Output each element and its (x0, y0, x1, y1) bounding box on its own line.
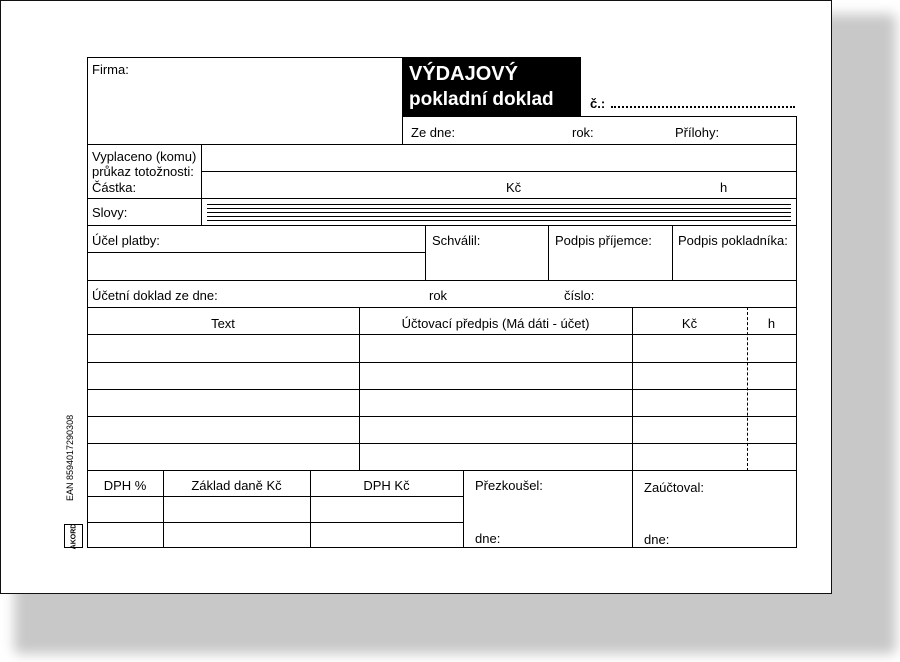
vat-header-bottom (87, 496, 464, 497)
vat-row-line (87, 522, 464, 523)
slovy-line[interactable] (207, 216, 791, 217)
ucel-label: Účel platby: (92, 233, 160, 248)
accounting-rok-label: rok (429, 288, 448, 303)
title-block (403, 57, 581, 116)
slovy-line[interactable] (207, 204, 791, 205)
doklad-label: Účetní doklad ze dne: (92, 288, 218, 303)
table-header-bottom (87, 334, 797, 335)
payment-section-top (87, 144, 797, 145)
vat-col-divider (632, 470, 633, 548)
podpis-pokladnika-label: Podpis pokladníka: (678, 233, 788, 248)
castka-label: Částka: (92, 180, 137, 195)
slovy-line[interactable] (207, 208, 791, 209)
pokladnik-divider (672, 225, 673, 281)
h-label: h (720, 180, 728, 195)
ze-dne-row-right (796, 116, 797, 144)
payment-section-right (796, 144, 797, 226)
vat-bottom (87, 547, 797, 548)
table-row-line (87, 389, 797, 390)
ean-code: EAN 8594017290308 (65, 414, 75, 501)
signatures-bottom (87, 280, 797, 281)
schvalil-label: Schválil: (432, 233, 481, 248)
dne1-label: dne: (475, 531, 501, 546)
akord-logo (64, 524, 83, 548)
slovy-label: Slovy: (92, 205, 128, 220)
signatures-right (796, 225, 797, 281)
accounting-left (87, 280, 88, 308)
prilohy-label: Přílohy: (675, 125, 720, 140)
col-text-header: Text (211, 316, 235, 331)
ze-dne-label: Ze dne: (411, 125, 456, 140)
zauctoval-label: Zaúčtoval: (644, 480, 704, 495)
number-label: č.: (590, 96, 606, 111)
vyplaceno-row-bottom (201, 171, 797, 172)
table-row-line (87, 416, 797, 417)
prijemce-divider (548, 225, 549, 281)
signatures-left (87, 225, 88, 281)
kc-label: Kč (506, 180, 522, 195)
payment-section-bottom (87, 225, 797, 226)
castka-row-bottom (87, 198, 797, 199)
cislo-label: číslo: (564, 288, 595, 303)
title-line1: VÝDAJOVÝ (409, 63, 518, 85)
podpis-prijemce-label: Podpis příjemce: (555, 233, 652, 248)
vyplaceno-label: Vyplaceno (komu) (92, 149, 197, 164)
number-dotted-line[interactable] (611, 106, 795, 108)
title-line2: pokladní doklad (409, 89, 554, 110)
zaklad-dane-header: Základ daně Kč (191, 478, 282, 493)
rok-label: rok: (572, 125, 594, 140)
dph-percent-header: DPH % (103, 478, 147, 493)
prezkousel-label: Přezkoušel: (475, 478, 543, 493)
firma-box-left (87, 57, 88, 144)
accounting-bottom (87, 307, 797, 308)
col-kc-header: Kč (681, 316, 698, 331)
dne2-label: dne: (644, 532, 670, 547)
table-bottom (87, 470, 797, 471)
table-row-line (87, 443, 797, 444)
payment-label-divider (201, 144, 202, 226)
ucel-line (87, 252, 426, 253)
prukaz-label: průkaz totožnosti: (92, 164, 194, 179)
col-uctovaci-header: Účtovací předpis (Má dáti - účet) (401, 316, 590, 331)
accounting-right (796, 280, 797, 308)
ze-dne-row-top (402, 116, 797, 117)
akord-logo-text: AKORD (70, 523, 78, 549)
slovy-line[interactable] (207, 220, 791, 221)
firma-box-top (87, 57, 403, 58)
vat-right (796, 470, 797, 548)
firma-label: Firma: (92, 62, 129, 77)
payment-section-left (87, 144, 88, 226)
col-h-header: h (767, 316, 776, 331)
table-row-line (87, 362, 797, 363)
vat-col-divider (463, 470, 464, 548)
schvalil-divider (425, 225, 426, 281)
dph-kc-header: DPH Kč (363, 478, 410, 493)
slovy-line[interactable] (207, 212, 791, 213)
